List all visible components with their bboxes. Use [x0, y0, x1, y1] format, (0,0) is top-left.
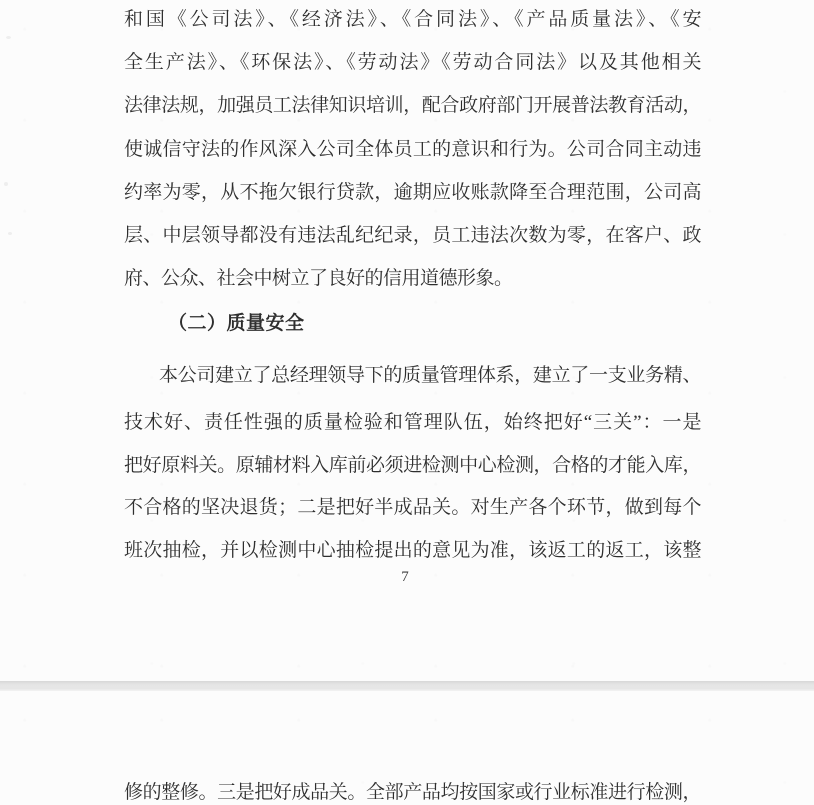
text-line: 班次抽检，并以检测中心抽检提出的意见为准，该返工的返工，该整: [124, 540, 701, 561]
text-line: 不合格的坚决退货；二是把好半成品关。对生产各个环节，做到每个: [124, 497, 701, 518]
section-heading: （二）质量安全: [168, 313, 305, 334]
text-line: 和国《公司法》、《经济法》、《合同法》、《产品质量法》、《安: [124, 9, 701, 30]
text-line: 使诚信守法的作风深入公司全体员工的意识和行为。公司合同主动违: [124, 139, 701, 160]
scan-speck: [6, 36, 11, 39]
text-line: 全生产法》、《环保法》、《劳动法》《劳动合同法》以及其他相关: [124, 52, 701, 73]
text-line: 层、中层领导都没有违法乱纪纪录，员工违法次数为零，在客户、政: [124, 225, 701, 246]
text-line: 本公司建立了总经理领导下的质量管理体系，建立了一支业务精、: [159, 365, 701, 386]
page-number: 7: [401, 569, 409, 585]
text-line: 把好原料关。原辅材料入库前必须进检测中心检测，合格的才能入库，: [124, 455, 701, 476]
text-line: 技术好、责任性强的质量检验和管理队伍，始终把好“三关”：一是: [124, 412, 701, 433]
text-line: 法律法规，加强员工法律知识培训，配合政府部门开展普法教育活动，: [124, 95, 701, 116]
text-line: 府、公众、社会中树立了良好的信用道德形象。: [124, 268, 513, 289]
page-separator: [0, 681, 814, 691]
text-line: 修的整修。三是把好成品关。全部产品均按国家或行业标准进行检测，: [124, 782, 701, 803]
scan-speck: [8, 232, 12, 235]
scanned-page-8: [0, 691, 814, 805]
text-line: 约率为零，从不拖欠银行贷款，逾期应收账款降至合理范围，公司高: [124, 182, 701, 203]
scan-speck: [4, 182, 8, 186]
